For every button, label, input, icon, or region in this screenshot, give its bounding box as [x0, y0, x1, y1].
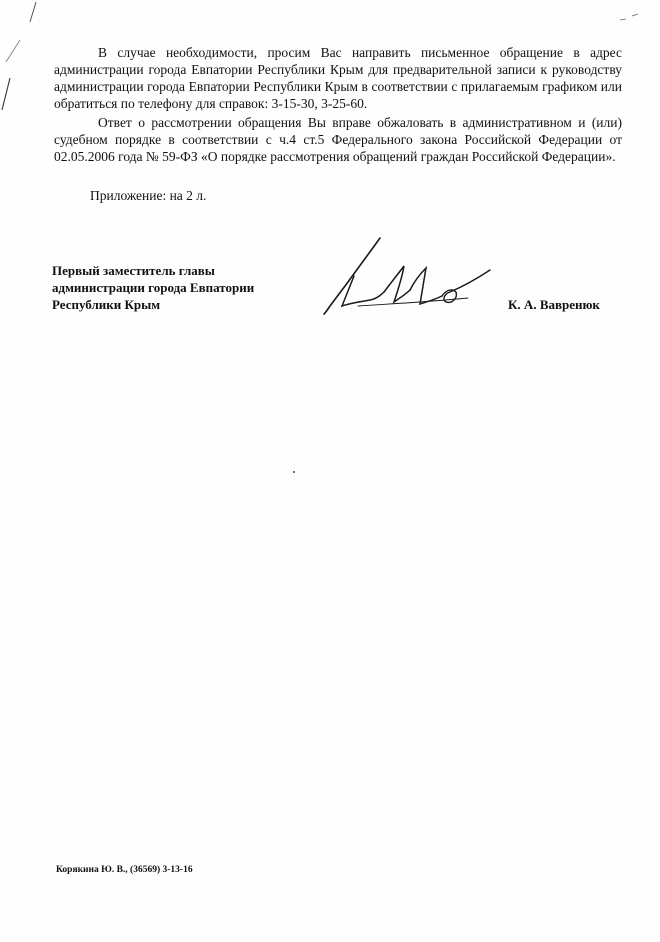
handwritten-signature: [318, 232, 498, 316]
scan-dot: [292, 470, 296, 474]
signer-title-line: администрации города Евпатории: [52, 280, 255, 295]
signer-title: [52, 262, 312, 313]
attachment-note: Приложение: на 2 л.: [90, 188, 207, 203]
paragraph-contact-info: В случае необходимости, просим Вас направить письменное обращение в адрес администрации города Евпатории Республики Крым для предварительной записи к руководству администрации города Евпатории Республики Крым в соответствии с прилагаемым графиком или обратиться по телефону для справок: 3-15-30, 3-25-60.: [54, 45, 622, 111]
signer-name: К. А. Вавренюк: [508, 297, 600, 312]
scan-edge-mark: [0, 0, 40, 130]
signer-title-line: Республики Крым: [52, 297, 161, 312]
paragraph-appeal-rights: Ответ о рассмотрении обращения Вы вправе обжаловать в административном и (или) судебном порядке в соответствии с ч.4 ст.5 Федерального закона Российской Федерации от 02.05.2006 года № 59-ФЗ «О порядке рассмотрения обращений граждан Российской Федерации».: [54, 115, 622, 164]
signer-title-line: Первый заместитель главы: [52, 263, 215, 278]
letter-body: [54, 44, 622, 165]
scan-corner-mark: [616, 8, 646, 24]
executor-contact: Корякина Ю. В., (36569) 3-13-16: [56, 865, 193, 875]
